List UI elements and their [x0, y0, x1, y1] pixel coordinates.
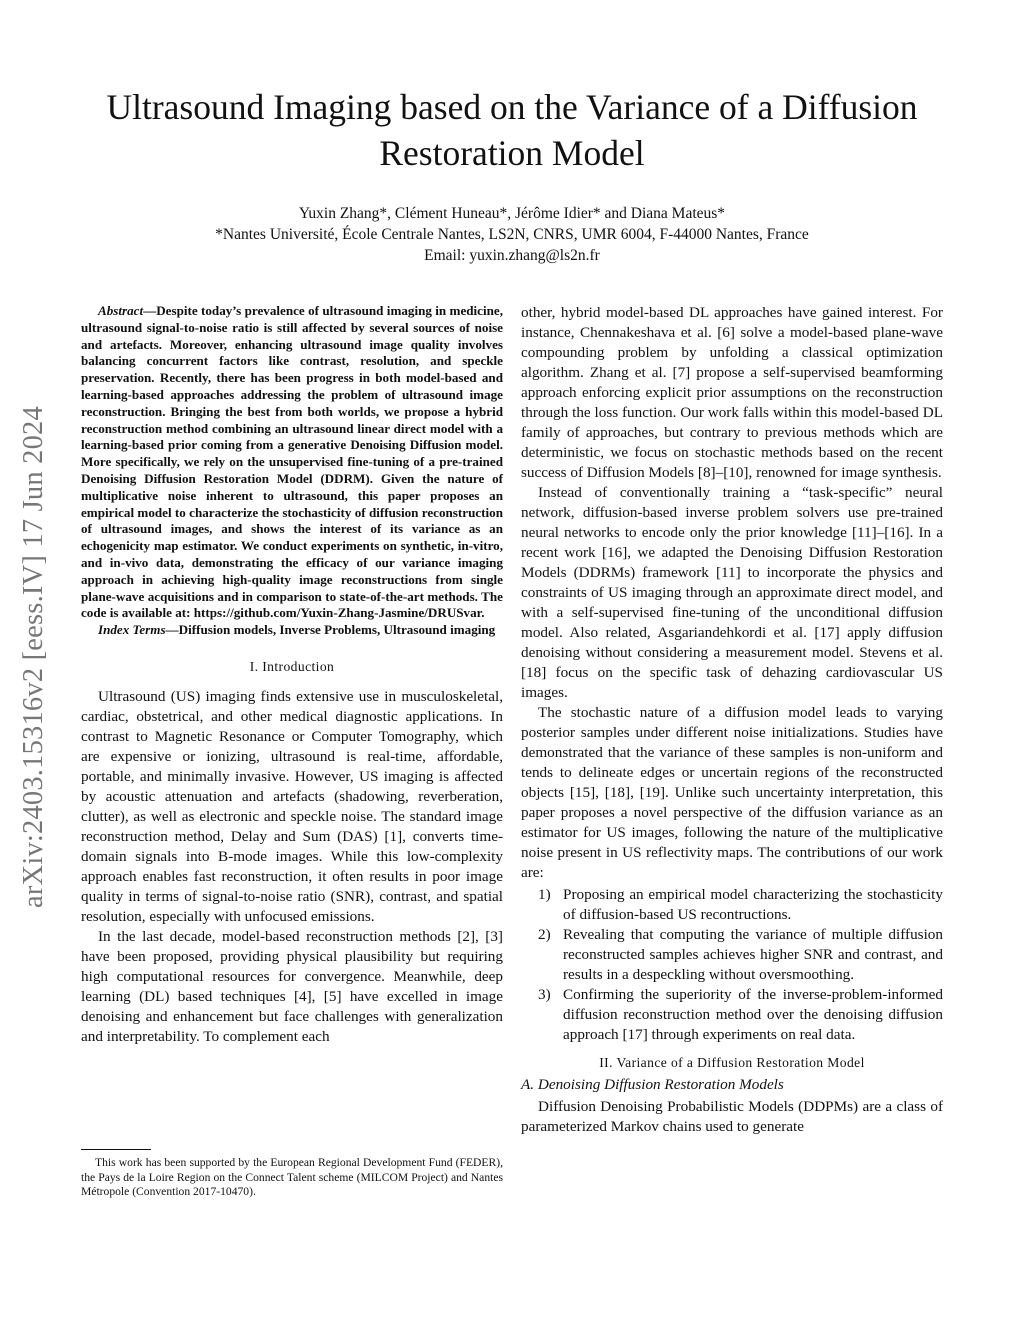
- abstract-text: —Despite today’s prevalence of ultrasound imaging in medicine, ultrasound signal-to-noise ratio is still affected by several sources of noise and artefacts. Moreover, enhancing ultrasound image quality involves balancing concurrent factors like contrast, resolution, and speckle preservation. Recently, there has been progress in both model-based and learning-based approaches addressing the problem of ultrasound image reconstruction. Bringing the best from both worlds, we propose a hybrid reconstruction method combining an ultrasound linear direct model with a learning-based prior coming from a generative Denoising Diffusion model. More specifically, we rely on the unsupervised fine-tuning of a pre-trained Denoising Diffusion Restoration Model (DDRM). Given the nature of multiplicative noise inherent to ultrasound, this paper proposes an empirical model to characterize the stochasticity of diffusion reconstruction of ultrasound images, and shows the interest of its variance as an echogenicity map estimator. We conduct experiments on synthetic, in-vitro, and in-vivo data, demonstrating the efficacy of our variance imaging approach in achieving high-quality image reconstructions from single plane-wave acquisitions and in comparison to state-of-the-art methods. The code is available at: https://github.com/Yuxin-Zhang-Jasmine/DRUSvar.: [81, 303, 503, 621]
- intro-paragraph-2: In the last decade, model-based reconstruction methods [2], [3] have been proposed, providing physical plausibility but requiring high computational resources for convergence. Meanwhile, deep learning (DL) based techniques [4], [5] have excelled in image denoising and enhancement but face challenges with generalization and interpretability. To complement each: [81, 927, 503, 1045]
- list-item: [521, 985, 943, 1045]
- intro-paragraph-5: The stochastic nature of a diffusion model leads to varying posterior samples under different noise initializations. Studies have demonstrated that the variance of these samples is non-uniform and tends to delineate edges or uncertain regions of the reconstructed objects [15], [18], [19]. Unlike such uncertainty interpretation, this paper proposes a novel perspective of the diffusion variance as an estimator for US images, following the nature of the multiplicative noise present in US reflectivity maps. The contributions of our work are:: [521, 704, 943, 881]
- right-column: [521, 303, 943, 1137]
- intro-paragraph-3: other, hybrid model-based DL approaches have gained interest. For instance, Chennakeshava et al. [6] solve a model-based plane-wave compounding problem by unfolding a classical optimization algorithm. Zhang et al. [7] propose a self-supervised beamforming approach enforcing explicit prior assumptions on the reconstruction through the loss function. Our work falls within this model-based DL family of approaches, but contrary to previous methods which are deterministic, we focus on stochastic methods based on the recent success of Diffusion Models [8]–[10], renowned for image synthesis.: [521, 304, 943, 481]
- author-names: Yuxin Zhang*, Clément Huneau*, Jérôme Idier* and Diana Mateus*: [298, 205, 726, 222]
- contributions-list: [521, 885, 943, 1045]
- paper-title: Ultrasound Imaging based on the Variance of a Diffusion Restoration Model: [106, 87, 918, 173]
- funding-footnote: This work has been supported by the European Regional Development Fund (FEDER), the Pays de la Loire Region on the Connect Talent scheme (MILCOM Project) and Nantes Métropole (Convention 2017-10470).: [81, 1156, 503, 1199]
- list-item: [521, 925, 943, 985]
- author-email: Email: yuxin.zhang@ls2n.fr: [424, 247, 600, 264]
- list-number: 1): [538, 886, 551, 903]
- list-text: Proposing an empirical model characterizing the stochasticity of diffusion-based US recontructions.: [563, 886, 943, 923]
- abstract-label: Abstract: [98, 303, 144, 318]
- index-terms: [81, 622, 503, 639]
- intro-paragraph-1: Ultrasound (US) imaging finds extensive use in musculoskeletal, cardiac, obstetrical, and other medical diagnostic applications. In contrast to Magnetic Resonance or Computer Tomography, which are expensive or ionizing, ultrasound is real-time, affordable, portable, and minimally invasive. However, US imaging is affected by acoustic attenuation and artefacts (shadowing, reverberation, clutter), as well as electronic and speckle noise. The standard image reconstruction method, Delay and Sum (DAS) [1], converts time-domain signals into B-mode images. While this low-complexity approach enables fast reconstruction, it often results in poor image quality in terms of signal-to-noise ratio (SNR), contrast, and spatial resolution, especially with unfocused emissions.: [81, 687, 503, 925]
- index-terms-label: Index Terms: [98, 622, 166, 638]
- section-heading-variance: II. Variance of a Diffusion Restoration Model: [599, 1055, 865, 1070]
- list-item: [521, 885, 943, 925]
- intro-paragraph-4: Instead of conventionally training a “task-specific” neural network, diffusion-based inverse problem solvers use pre-trained neural networks to encode only the prior knowledge [11]–[16]. In a recent work [16], we adapted the Denoising Diffusion Restoration Models (DDRMs) framework [11] to incorporate the physics and constraints of US imaging through an approximate direct model, and with a self-supervised fine-tuning of the unconditional diffusion model. Also related, Asgariandehkordi et al. [17] apply diffusion denoising without considering a measurement model. Stevens et al. [18] focus on the specific task of dehazing cardiovascular US images.: [521, 484, 943, 701]
- index-terms-text: —Diffusion models, Inverse Problems, Ultrasound imaging: [165, 622, 496, 638]
- section-heading-introduction: I. Introduction: [249, 658, 335, 674]
- author-affiliation: *Nantes Université, École Centrale Nantes, LS2N, CNRS, UMR 6004, F-44000 Nantes, France: [215, 226, 809, 243]
- list-text: Confirming the superiority of the inverse-problem-informed diffusion reconstruction method over the denoising diffusion approach [17] through experiments on real data.: [563, 986, 943, 1043]
- left-column: [81, 303, 503, 1047]
- abstract: [81, 303, 503, 622]
- list-number: 3): [538, 986, 551, 1003]
- list-text: Revealing that computing the variance of multiple diffusion reconstructed samples achieves higher SNR and contrast, and results in a despeckling without oversmoothing.: [563, 926, 943, 983]
- list-number: 2): [538, 926, 551, 943]
- author-block: [100, 203, 924, 266]
- footnote-divider: [81, 1149, 151, 1150]
- subsection-heading-ddrm: A. Denoising Diffusion Restoration Models: [521, 1076, 784, 1093]
- arxiv-identifier: arXiv:2403.15316v2 [eess.IV] 17 Jun 2024: [18, 406, 49, 908]
- section2-paragraph-1: Diffusion Denoising Probabilistic Models (DDPMs) are a class of parameterized Markov chains used to generate: [521, 1098, 943, 1135]
